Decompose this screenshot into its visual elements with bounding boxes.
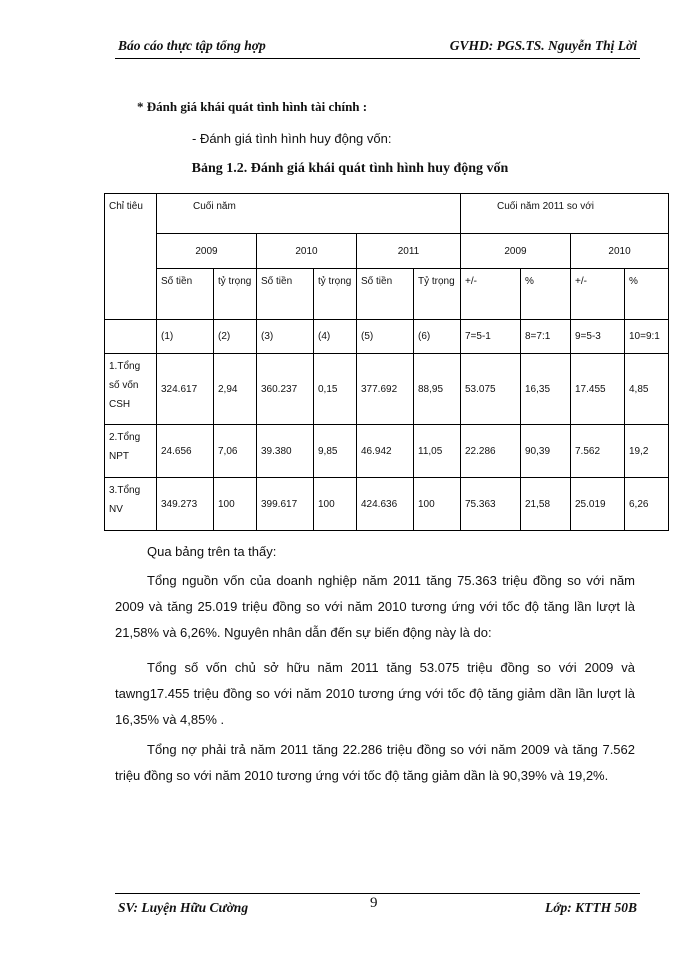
compare-year-header: 2010 <box>571 234 669 269</box>
code-cell: (4) <box>314 320 357 354</box>
empty-cell <box>105 320 157 354</box>
value-cell: 90,39 <box>521 425 571 478</box>
row-label: 1.Tổng số vốn CSH <box>105 354 157 425</box>
code-cell: 7=5-1 <box>461 320 521 354</box>
subheader-cell: % <box>521 269 571 320</box>
paragraph: Tổng số vốn chủ sở hữu năm 2011 tăng 53.075 triệu đồng so với 2009 và tawng17.455 triệu đồng so với năm 2010 tương ứng với tốc độ tăng giảm dần lần lượt là 16,35% và 4,85% . <box>115 660 635 727</box>
table-row <box>105 354 669 425</box>
capital-table <box>104 193 669 531</box>
value-cell: 53.075 <box>461 354 521 425</box>
code-cell: (6) <box>414 320 461 354</box>
value-cell: 24.656 <box>157 425 214 478</box>
value-cell: 100 <box>414 478 461 531</box>
value-cell: 424.636 <box>357 478 414 531</box>
row-label: 2.Tổng NPT <box>105 425 157 478</box>
value-cell: 19,2 <box>625 425 669 478</box>
subheader-cell: % <box>625 269 669 320</box>
value-cell: 9,85 <box>314 425 357 478</box>
value-cell: 22.286 <box>461 425 521 478</box>
page-header <box>115 38 640 59</box>
page-footer <box>115 893 640 918</box>
value-cell: 2,94 <box>214 354 257 425</box>
value-cell: 0,15 <box>314 354 357 425</box>
header-advisor: GVHD: PGS.TS. Nguyễn Thị Lời <box>449 38 637 53</box>
paragraph: Tổng nợ phải trả năm 2011 tăng 22.286 triệu đồng so với năm 2009 và tăng 7.562 triệu đồng so với năm 2010 tương ứng với tốc độ tăng giảm dần là 90,39% và 19,2%. <box>115 742 635 783</box>
value-cell: 360.237 <box>257 354 314 425</box>
value-cell: 7.562 <box>571 425 625 478</box>
table-row <box>105 425 669 478</box>
subheader-cell: Số tiền <box>357 269 414 320</box>
subheader-cell: +/- <box>461 269 521 320</box>
subheader-cell: Số tiền <box>157 269 214 320</box>
value-cell: 25.019 <box>571 478 625 531</box>
value-cell: 100 <box>314 478 357 531</box>
paragraph: Tổng nguồn vốn của doanh nghiệp năm 2011 tăng 75.363 triệu đồng so với năm 2009 và tăng 25.019 triệu đồng so với năm 2010 tương ứng với tốc độ tăng lần lượt là 21,58% và 6,26%. Nguyên nhân dẫn đến sự biến động này là do: <box>115 573 635 640</box>
section-subheading: - Đánh giá tình hình huy động vốn: <box>192 131 392 146</box>
value-cell: 399.617 <box>257 478 314 531</box>
year-header: 2011 <box>357 234 461 269</box>
footer-class: Lớp: KTTH 50B <box>545 900 637 915</box>
value-cell: 7,06 <box>214 425 257 478</box>
code-cell: (2) <box>214 320 257 354</box>
footer-student: SV: Luyện Hữu Cường <box>118 900 249 915</box>
paragraph: Qua bảng trên ta thấy: <box>147 544 277 559</box>
subheader-cell: tỷ trọng <box>314 269 357 320</box>
year-header: 2009 <box>157 234 257 269</box>
value-cell: 6,26 <box>625 478 669 531</box>
code-cell: 10=9:1 <box>625 320 669 354</box>
value-cell: 16,35 <box>521 354 571 425</box>
value-cell: 11,05 <box>414 425 461 478</box>
code-cell: (3) <box>257 320 314 354</box>
value-cell: 17.455 <box>571 354 625 425</box>
value-cell: 88,95 <box>414 354 461 425</box>
row-label: 3.Tổng NV <box>105 478 157 531</box>
code-cell: (1) <box>157 320 214 354</box>
value-cell: 75.363 <box>461 478 521 531</box>
compare-year-header: 2009 <box>461 234 571 269</box>
value-cell: 39.380 <box>257 425 314 478</box>
header-report-title: Báo cáo thực tập tổng hợp <box>118 38 266 53</box>
code-cell: 8=7:1 <box>521 320 571 354</box>
value-cell: 349.273 <box>157 478 214 531</box>
subheader-cell: tỷ trọng <box>214 269 257 320</box>
page-number: 9 <box>370 895 378 911</box>
value-cell: 377.692 <box>357 354 414 425</box>
table-caption: Bảng 1.2. Đánh giá khái quát tình hình huy động vốn <box>191 161 509 176</box>
value-cell: 21,58 <box>521 478 571 531</box>
value-cell: 324.617 <box>157 354 214 425</box>
header-criteria: Chỉ tiêu <box>105 194 157 320</box>
subheader-cell: +/- <box>571 269 625 320</box>
value-cell: 100 <box>214 478 257 531</box>
value-cell: 46.942 <box>357 425 414 478</box>
subheader-cell: Số tiền <box>257 269 314 320</box>
code-cell: 9=5-3 <box>571 320 625 354</box>
header-year-end: Cuối năm <box>157 194 461 234</box>
table-row <box>105 478 669 531</box>
subheader-cell: Tỷ trọng <box>414 269 461 320</box>
code-cell: (5) <box>357 320 414 354</box>
year-header: 2010 <box>257 234 357 269</box>
value-cell: 4,85 <box>625 354 669 425</box>
header-compare: Cuối năm 2011 so với <box>461 194 669 234</box>
section-heading: * Đánh giá khái quát tình hình tài chính : <box>137 99 368 114</box>
